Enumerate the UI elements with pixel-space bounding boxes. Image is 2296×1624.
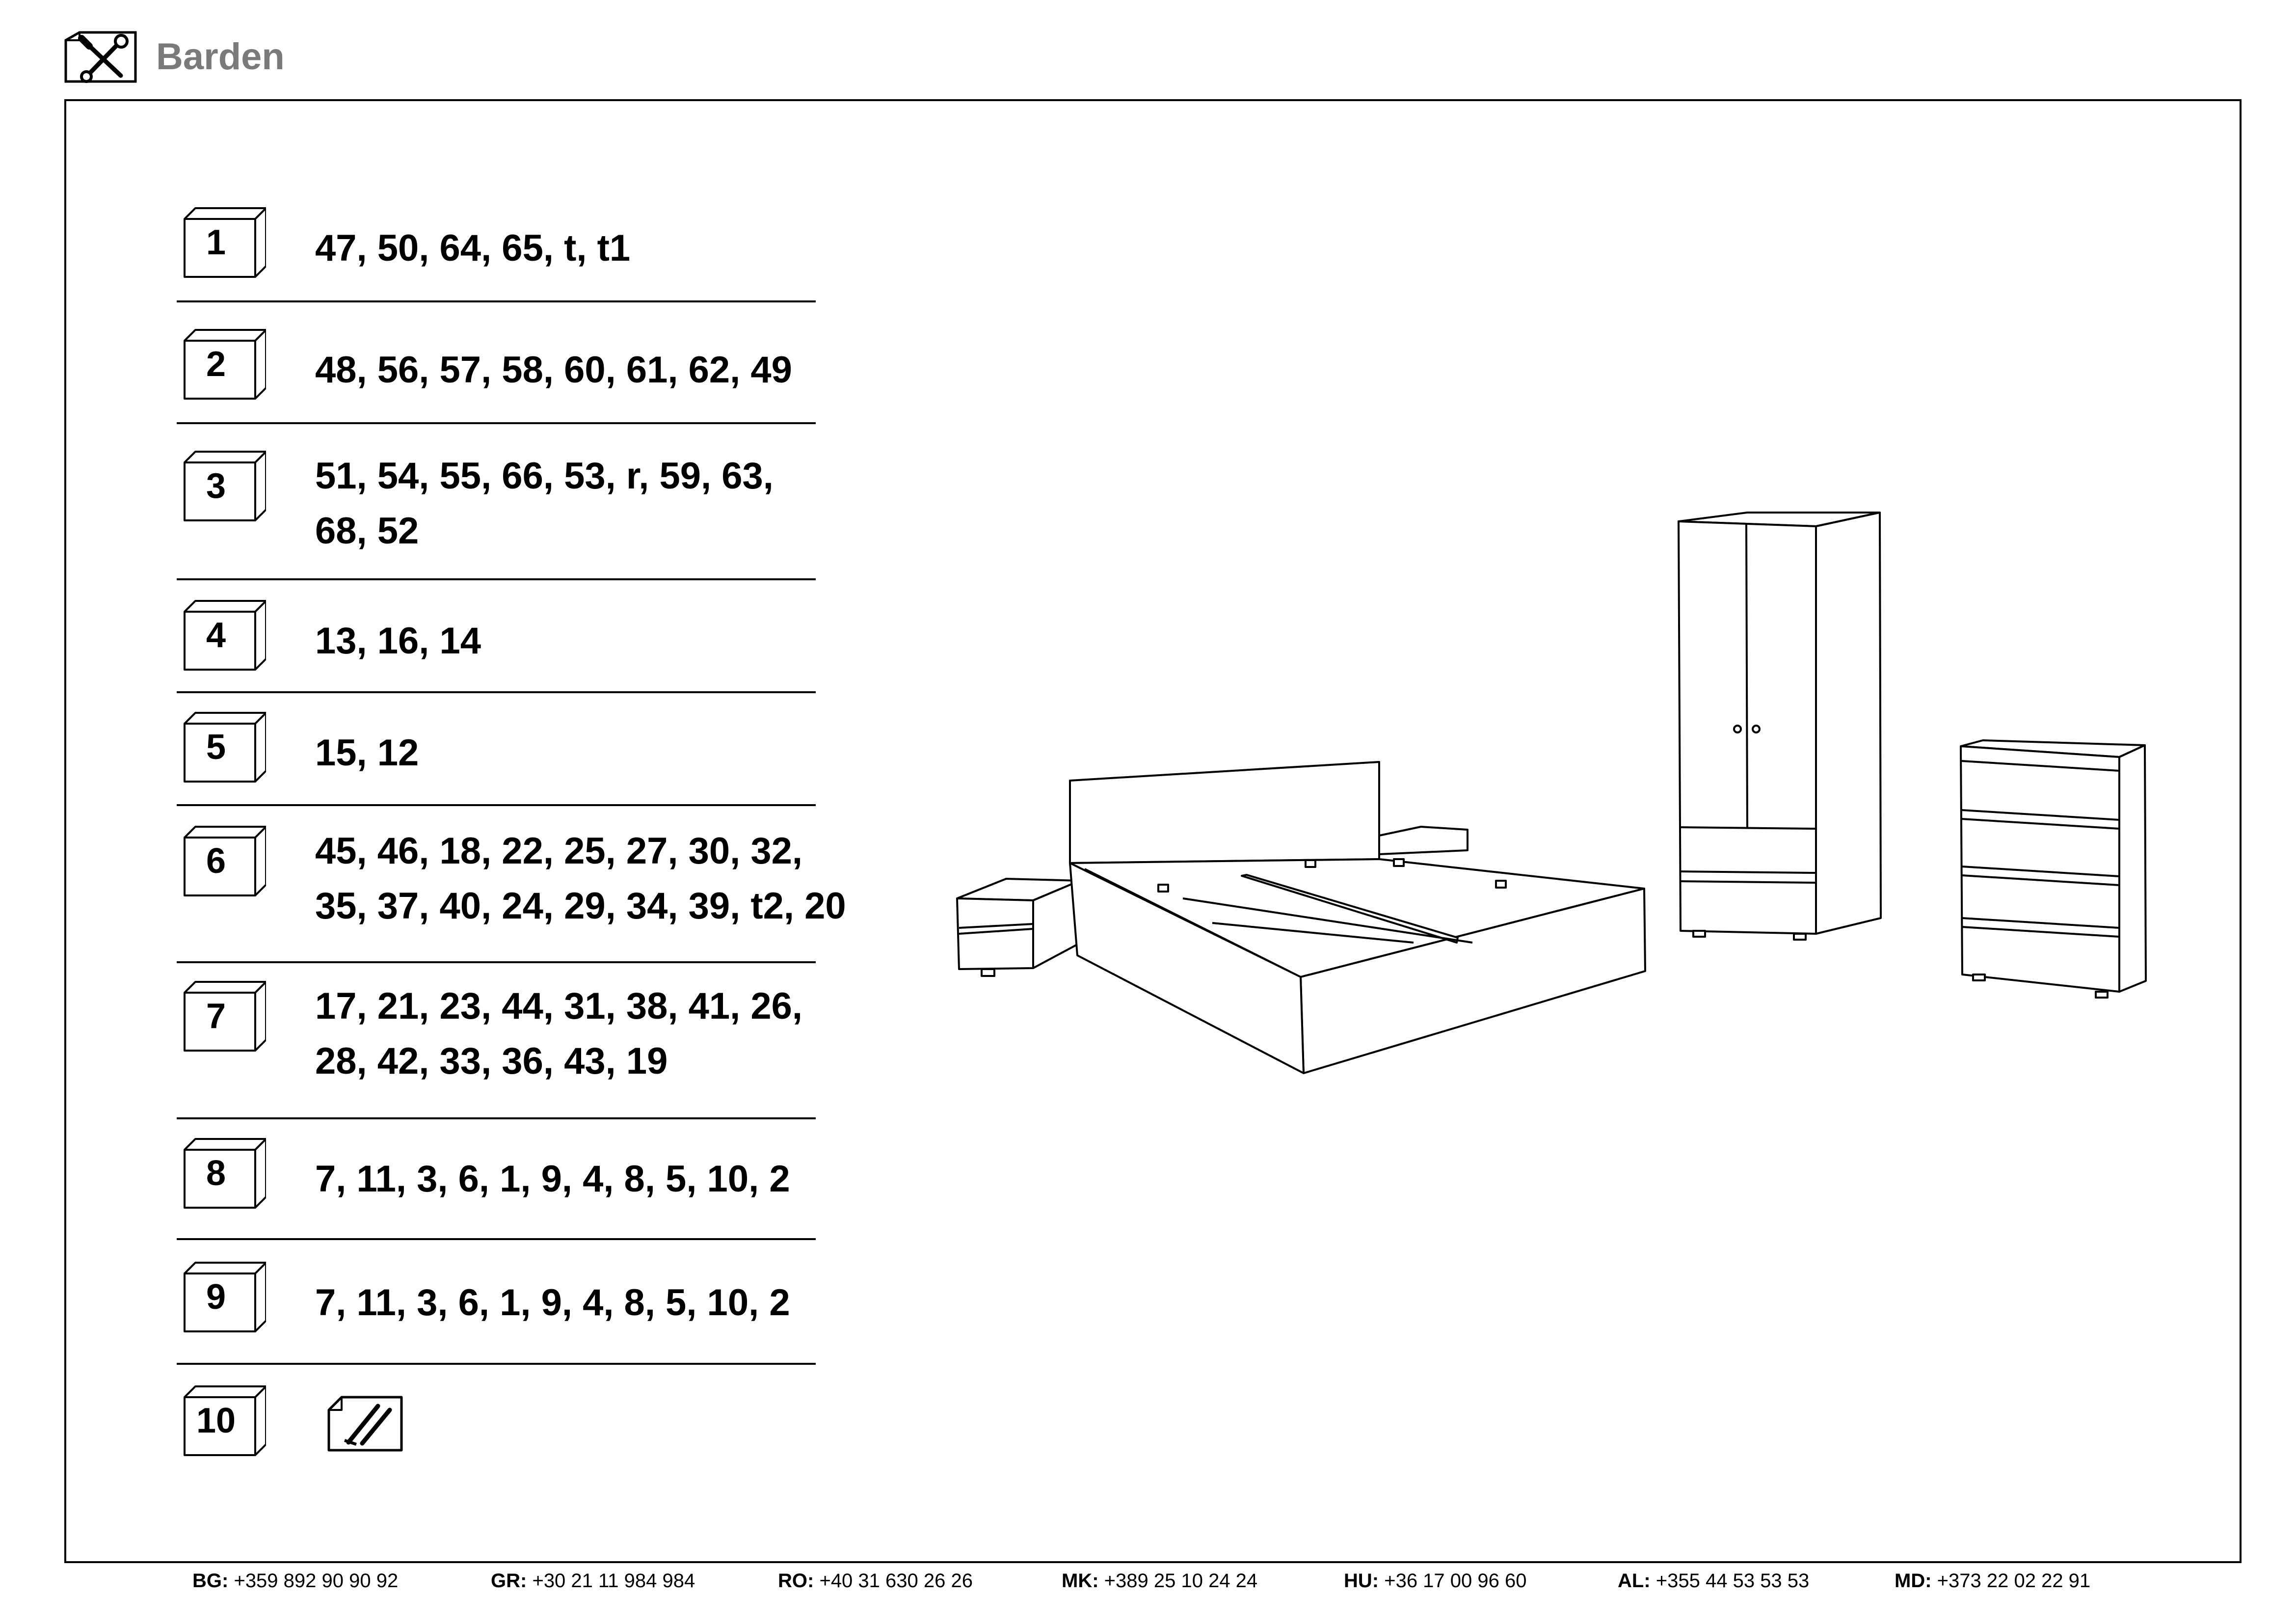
page-title: Barden <box>156 36 285 78</box>
contact-phone <box>192 1571 398 1591</box>
package-box-icon <box>183 825 261 898</box>
package-parts <box>315 614 481 669</box>
package-number: 3 <box>206 466 226 506</box>
package-parts-line: 68, 52 <box>315 510 419 552</box>
package-parts-line: 28, 42, 33, 36, 43, 19 <box>315 1040 668 1082</box>
package-parts <box>315 979 802 1089</box>
row-divider <box>177 422 816 424</box>
row-divider <box>177 300 816 302</box>
row-divider <box>177 961 816 963</box>
package-parts-line: 7, 11, 3, 6, 1, 9, 4, 8, 5, 10, 2 <box>315 1282 790 1324</box>
country-code: GR: <box>491 1570 527 1592</box>
nightstand-left-illustration <box>957 879 1081 976</box>
country-code: HU: <box>1344 1570 1379 1592</box>
package-parts <box>315 343 792 398</box>
package-parts-line: 17, 21, 23, 44, 31, 38, 41, 26, <box>315 985 803 1027</box>
row-divider <box>177 1117 816 1119</box>
package-box-icon <box>183 711 261 785</box>
package-box-icon <box>183 1384 261 1458</box>
hardware-bag-icon <box>327 1395 403 1455</box>
contact-phone <box>1062 1571 1257 1591</box>
package-box-icon <box>183 328 261 402</box>
package-number: 8 <box>206 1154 226 1193</box>
package-number: 5 <box>206 728 226 767</box>
package-box-icon <box>183 599 261 673</box>
contact-phone <box>1344 1571 1527 1591</box>
package-box-icon <box>183 1137 261 1211</box>
phone-number: +40 31 630 26 26 <box>819 1570 973 1592</box>
phone-number: +36 17 00 96 60 <box>1384 1570 1527 1592</box>
package-box-icon <box>183 450 261 523</box>
row-divider <box>177 1238 816 1240</box>
bed-illustration <box>1070 762 1645 1073</box>
package-parts <box>315 221 630 276</box>
country-code: MK: <box>1062 1570 1099 1592</box>
package-parts-line: 7, 11, 3, 6, 1, 9, 4, 8, 5, 10, 2 <box>315 1158 790 1200</box>
row-divider <box>177 804 816 806</box>
row-divider <box>177 578 816 580</box>
package-number: 10 <box>196 1401 236 1440</box>
row-divider <box>177 1363 816 1365</box>
package-parts <box>315 1275 790 1330</box>
country-code: BG: <box>192 1570 229 1592</box>
package-box-icon <box>183 980 261 1054</box>
package-box-icon <box>183 1261 261 1334</box>
phone-number: +373 22 02 22 91 <box>1937 1570 2091 1592</box>
contact-phone <box>778 1571 973 1591</box>
package-parts <box>315 449 774 559</box>
phone-number: +355 44 53 53 53 <box>1655 1570 1810 1592</box>
package-number: 9 <box>206 1277 226 1317</box>
package-parts-line: 47, 50, 64, 65, t, t1 <box>315 227 631 269</box>
package-parts <box>315 824 846 934</box>
nightstand-right-illustration <box>1379 827 1468 854</box>
chest-of-drawers-illustration <box>1961 740 2146 998</box>
furniture-set-illustration <box>952 506 2155 1095</box>
contact-phone <box>491 1571 695 1591</box>
country-code: MD: <box>1895 1570 1932 1592</box>
footer-contacts <box>0 1571 2296 1600</box>
country-code: AL: <box>1618 1570 1651 1592</box>
phone-number: +359 892 90 90 92 <box>234 1570 399 1592</box>
package-parts-line: 35, 37, 40, 24, 29, 34, 39, t2, 20 <box>315 885 846 927</box>
country-code: RO: <box>778 1570 814 1592</box>
phone-number: +389 25 10 24 24 <box>1104 1570 1258 1592</box>
contact-phone <box>1895 1571 2090 1591</box>
phone-number: +30 21 11 984 984 <box>532 1570 695 1592</box>
row-divider <box>177 691 816 693</box>
package-parts-line: 51, 54, 55, 66, 53, r, 59, 63, <box>315 455 774 497</box>
package-parts <box>315 726 419 781</box>
package-parts-line: 15, 12 <box>315 732 419 774</box>
package-parts <box>315 1152 790 1207</box>
package-number: 2 <box>206 345 226 384</box>
package-parts-line: 13, 16, 14 <box>315 620 481 662</box>
package-number: 7 <box>206 997 226 1036</box>
tools-icon <box>64 30 137 84</box>
contact-phone <box>1618 1571 1809 1591</box>
package-parts-line: 45, 46, 18, 22, 25, 27, 30, 32, <box>315 830 803 872</box>
package-number: 1 <box>206 223 226 262</box>
package-number: 6 <box>206 841 226 881</box>
package-number: 4 <box>206 616 226 655</box>
package-box-icon <box>183 206 261 280</box>
package-parts-line: 48, 56, 57, 58, 60, 61, 62, 49 <box>315 349 792 391</box>
wardrobe-illustration <box>1679 513 1881 940</box>
